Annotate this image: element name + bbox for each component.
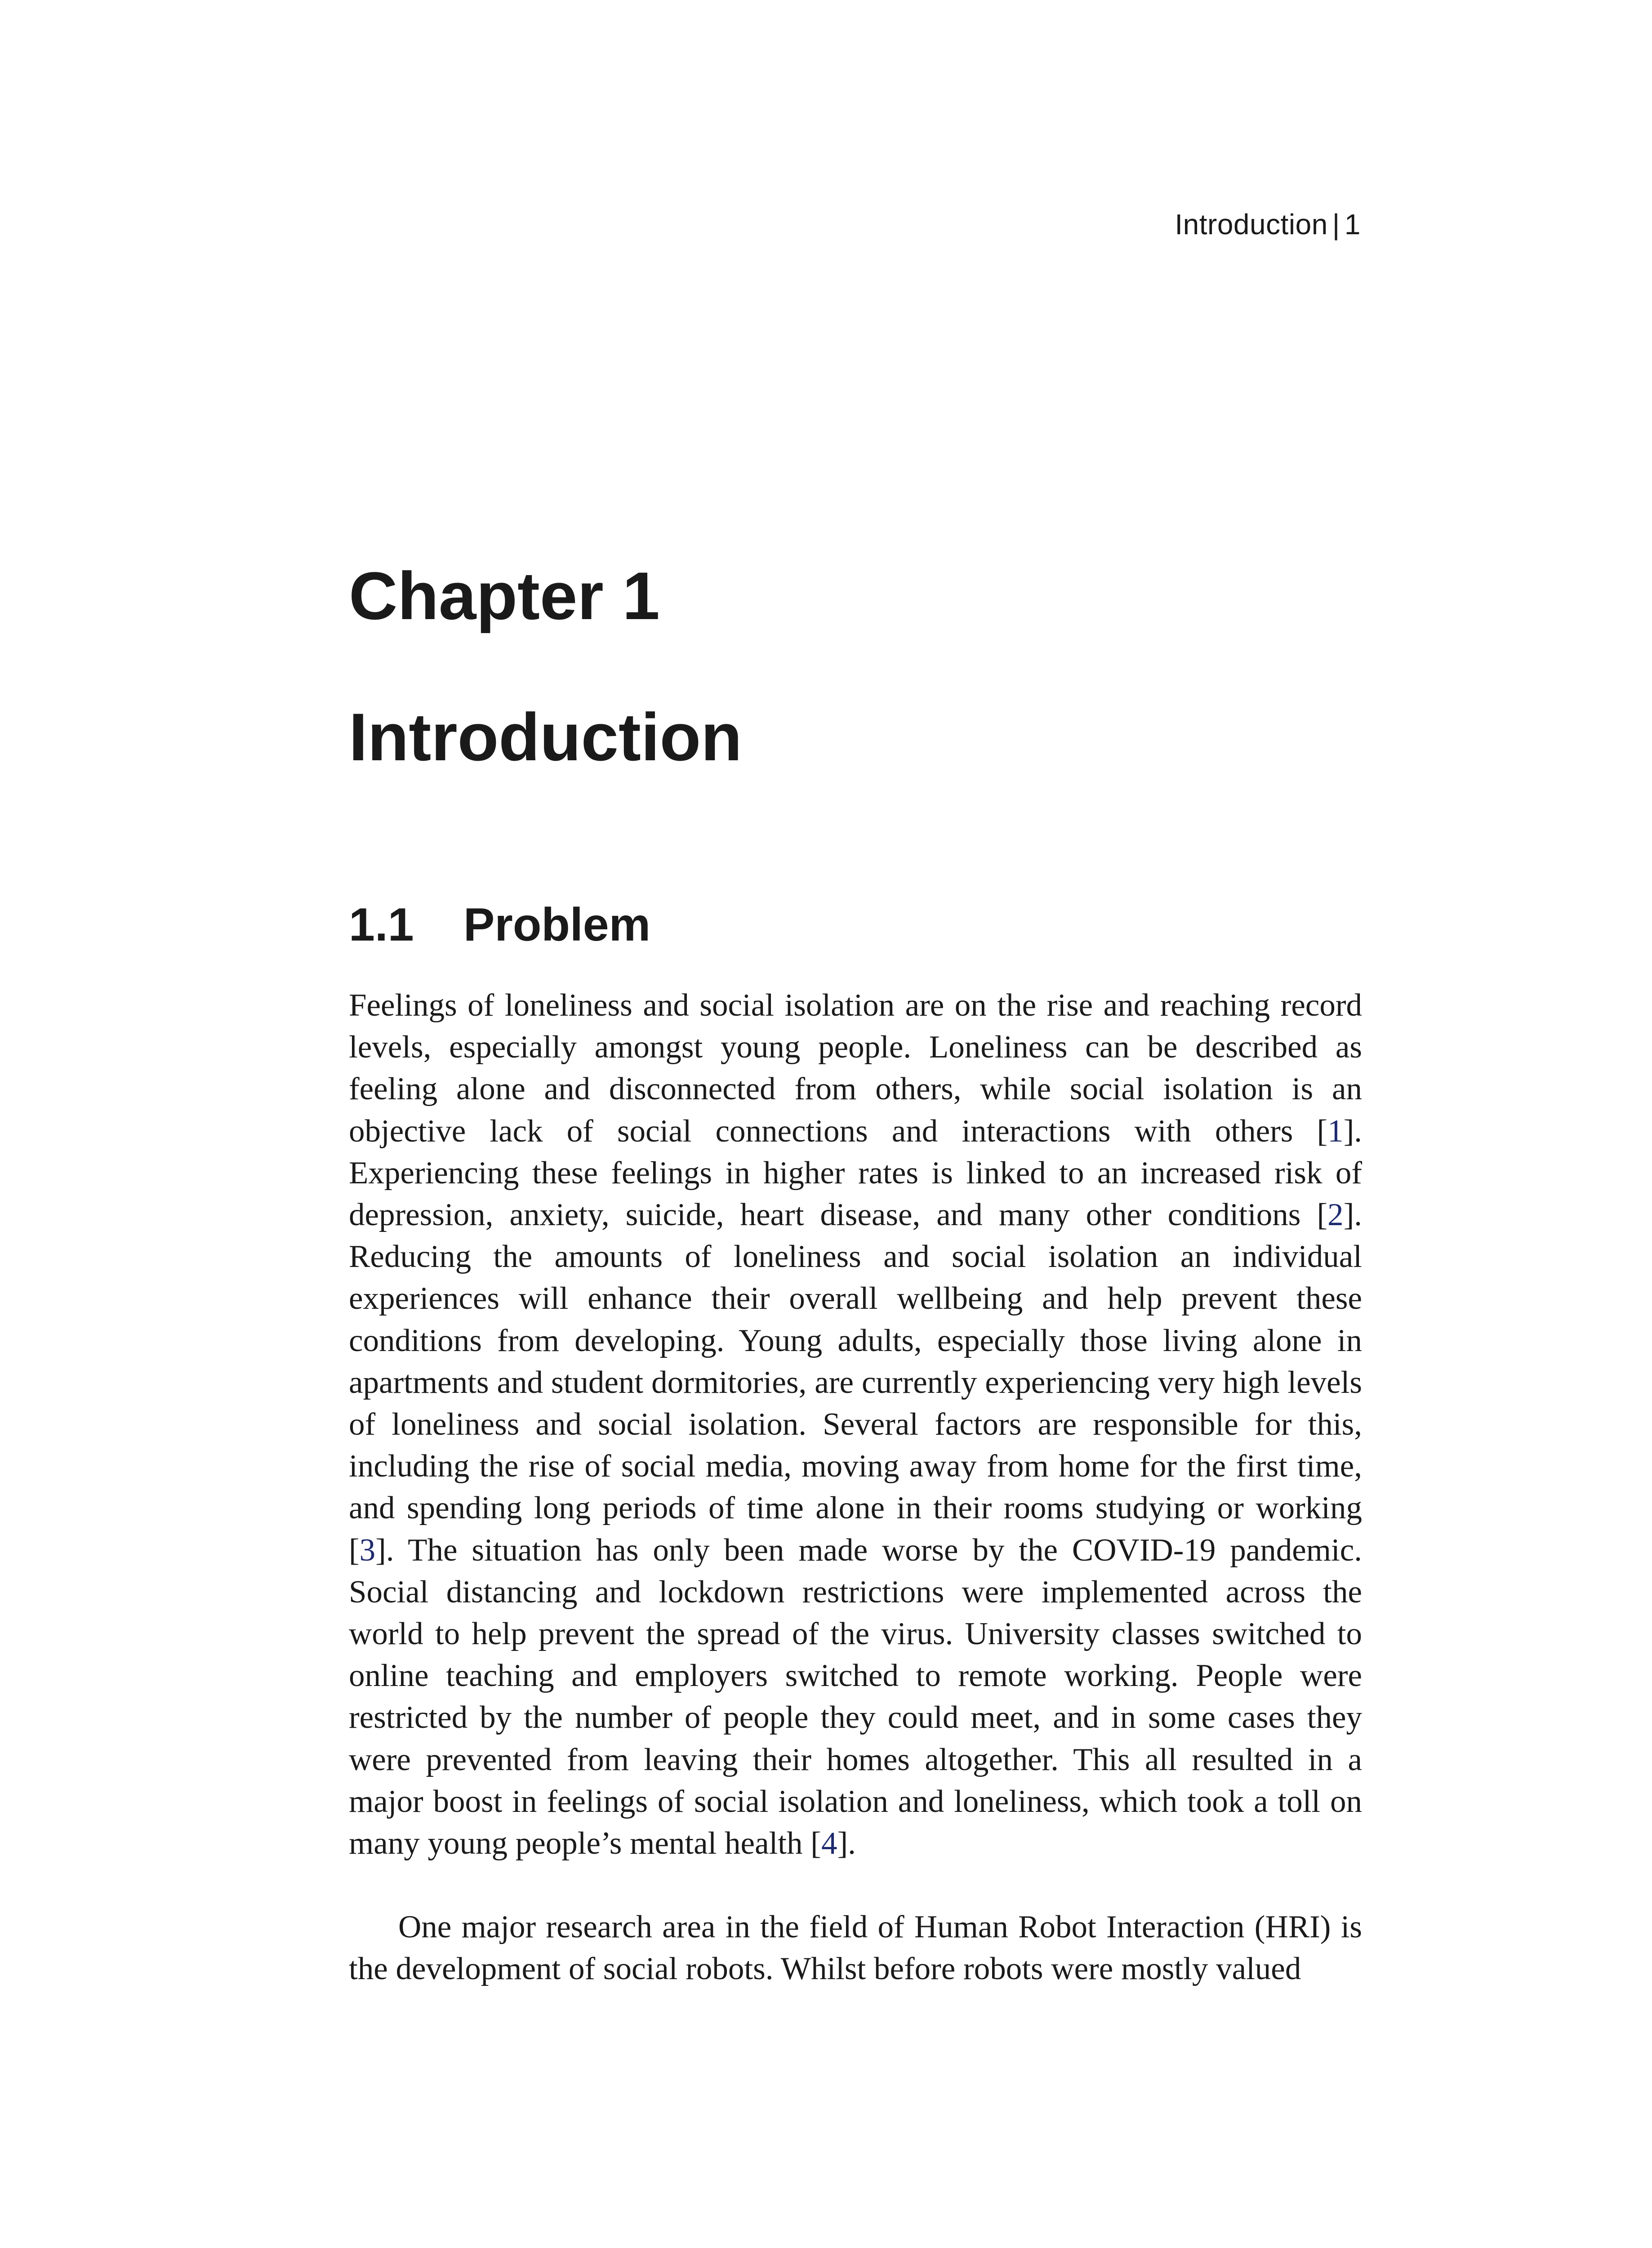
- body-text: [349, 985, 1362, 1990]
- paragraph-1-segment: ]. Experiencing these feelings in higher rates is linked to an increased risk of depression, anxiety, suicide, heart disease, and many other conditions [: [349, 1113, 1362, 1233]
- chapter-title: Introduction: [349, 699, 742, 775]
- paragraph-1: [349, 985, 1362, 1864]
- paragraph-1-segment: ].: [837, 1826, 856, 1861]
- citation-link-4[interactable]: 4: [821, 1826, 837, 1861]
- running-header: [1175, 208, 1361, 241]
- citation-link-3[interactable]: 3: [359, 1532, 376, 1568]
- section-number: 1.1: [349, 899, 414, 951]
- chapter-label: Chapter 1: [349, 558, 660, 633]
- paragraph-2: One major research area in the field of Human Robot Interaction (HRI) is the development of social robots. Whilst before robots were mostly valued: [349, 1909, 1362, 1987]
- paragraph-1-segment: Feelings of loneliness and social isolation are on the rise and reaching record levels, especially amongst young people. Loneliness can be described as feeling alone and disconnected from others, while social isolation is an objective lack of social connections and interactions with others [: [349, 988, 1362, 1149]
- page-number: 1: [1344, 208, 1361, 241]
- paragraph-1-segment: ]. Reducing the amounts of loneliness and social isolation an individual experiences will enhance their overall wellbeing and help prevent these conditions from developing. Young adults, especially those living alone in apartments and student dormitories, are currently experiencing very high levels of loneliness and social isolation. Several factors are responsible for this, including the rise of social media, moving away from home for the first time, and spending long periods of time alone in their rooms studying or working [: [349, 1197, 1362, 1568]
- section-heading: [349, 899, 651, 951]
- citation-link-1[interactable]: 1: [1327, 1113, 1344, 1149]
- running-header-separator: |: [1332, 208, 1340, 241]
- running-header-title: Introduction: [1175, 208, 1328, 241]
- citation-link-2[interactable]: 2: [1327, 1197, 1344, 1233]
- paragraph-1-segment: ]. The situation has only been made worse by the COVID-19 pandemic. Social distancing and lockdown restrictions were implemented across the world to help prevent the spread of the virus. University classes switched to online teaching and employers switched to remote working. People were restricted by the number of people they could meet, and in some cases they were prevented from leaving their homes altogether. This all resulted in a major boost in feelings of social isolation and loneliness, which took a toll on many young people’s mental health [: [349, 1532, 1362, 1861]
- section-title: Problem: [463, 899, 651, 951]
